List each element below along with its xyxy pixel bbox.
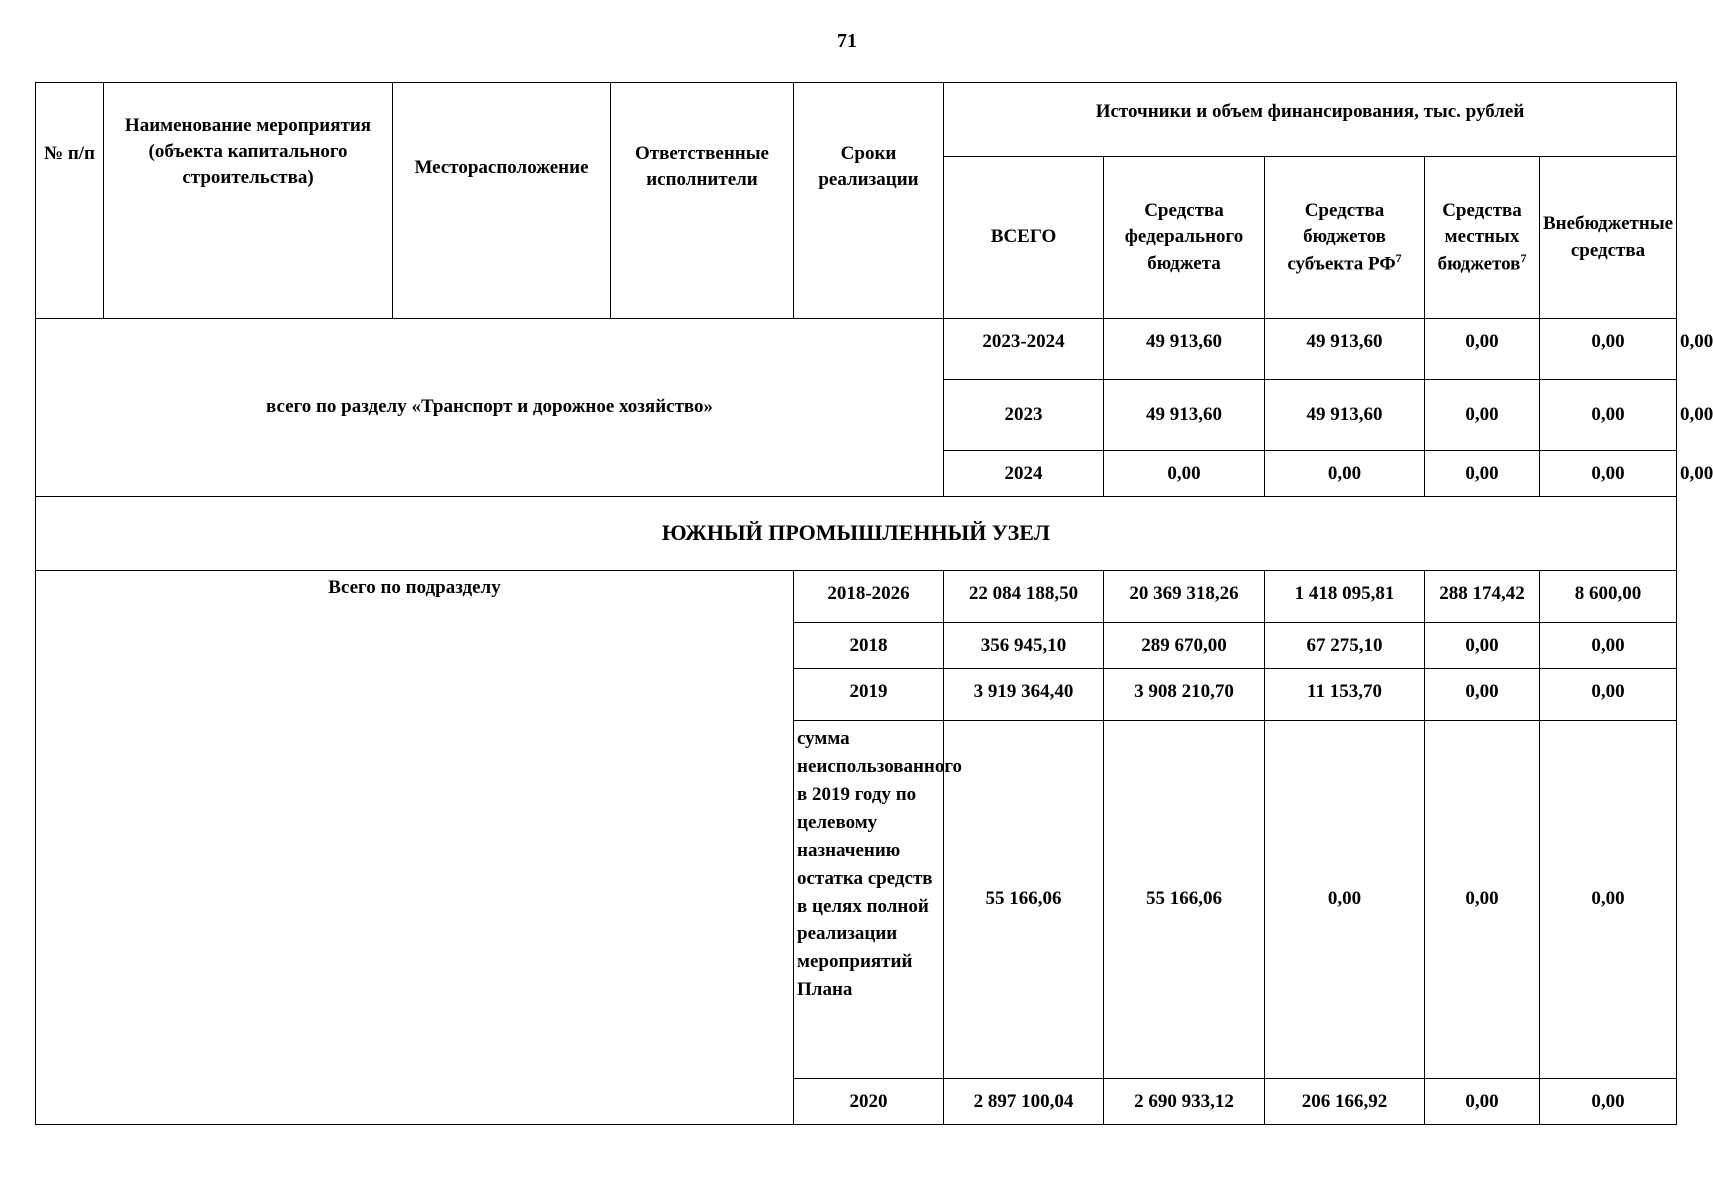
section-title: ЮЖНЫЙ ПРОМЫШЛЕННЫЙ УЗЕЛ xyxy=(36,497,1677,571)
subsection-cell-period: 2020 xyxy=(794,1079,944,1125)
transport-cell-regional: 0,00 xyxy=(1425,451,1540,497)
subsection-cell-period: 2018-2026 xyxy=(794,571,944,623)
subsection-cell-offbudget: 0,00 xyxy=(1540,721,1677,1079)
subsection-cell-total: 356 945,10 xyxy=(944,623,1104,669)
transport-cell-total: 0,00 xyxy=(1104,451,1265,497)
header-row-1 xyxy=(36,83,1677,157)
transport-cell-regional: 0,00 xyxy=(1425,319,1540,380)
transport-label: всего по разделу «Транспорт и дорожное хозяйство» xyxy=(36,319,944,497)
page-number: 71 xyxy=(837,30,857,52)
transport-row: всего по разделу «Транспорт и дорожное хозяйство» 2023-2024 49 913,60 49 913,60 0,00 0,00 0,00 xyxy=(36,319,1677,380)
col-header-regional xyxy=(1265,157,1425,319)
subsection-cell-regional: 0,00 xyxy=(1265,721,1425,1079)
subsection-cell-regional: 67 275,10 xyxy=(1265,623,1425,669)
footnote-mark-local: 7 xyxy=(1520,250,1527,265)
col-header-federal: Средства федерального бюджета xyxy=(1104,157,1265,319)
financing-table xyxy=(35,82,1713,1125)
subsection-cell-local: 0,00 xyxy=(1425,669,1540,721)
subsection-cell-local: 288 174,42 xyxy=(1425,571,1540,623)
transport-cell-local: 0,00 xyxy=(1540,380,1677,451)
subsection-cell-period: 2019 xyxy=(794,669,944,721)
subsection-cell-offbudget: 0,00 xyxy=(1540,623,1677,669)
col-header-regional-text: Средства бюджетов субъекта РФ xyxy=(1287,199,1396,275)
subsection-cell-regional: 1 418 095,81 xyxy=(1265,571,1425,623)
col-header-period: Сроки реализации xyxy=(794,83,944,319)
transport-row: 2023 49 913,60 49 913,60 0,00 0,00 0,00 xyxy=(36,380,1677,451)
subsection-cell-federal: 289 670,00 xyxy=(1104,623,1265,669)
subsection-cell-federal: 20 369 318,26 xyxy=(1104,571,1265,623)
transport-cell-regional: 0,00 xyxy=(1425,380,1540,451)
transport-cell-federal: 0,00 xyxy=(1265,451,1425,497)
subsection-cell-offbudget: 0,00 xyxy=(1540,1079,1677,1125)
subsection-cell-offbudget: 8 600,00 xyxy=(1540,571,1677,623)
subsection-cell-period: 2018 xyxy=(794,623,944,669)
col-header-offbudget: Внебюджетные средства xyxy=(1540,157,1677,319)
subsection-label: Всего по подразделу xyxy=(36,571,794,1125)
subsection-cell-federal: 55 166,06 xyxy=(1104,721,1265,1079)
subsection-cell-total: 2 897 100,04 xyxy=(944,1079,1104,1125)
subsection-cell-total: 22 084 188,50 xyxy=(944,571,1104,623)
col-header-responsible: Ответственные исполнители xyxy=(611,83,794,319)
col-header-total: ВСЕГО xyxy=(944,157,1104,319)
transport-cell-local: 0,00 xyxy=(1540,319,1677,380)
footnote-mark-regional: 7 xyxy=(1395,250,1402,265)
subsection-cell-regional: 11 153,70 xyxy=(1265,669,1425,721)
subsection-cell-total: 55 166,06 xyxy=(944,721,1104,1079)
col-header-local xyxy=(1425,157,1540,319)
subsection-cell-local: 0,00 xyxy=(1425,623,1540,669)
col-header-local-text: Средства местных бюджетов xyxy=(1437,199,1522,275)
transport-cell-period: 2024 xyxy=(944,451,1104,497)
subsection-cell-local: 0,00 xyxy=(1425,721,1540,1079)
transport-cell-total: 49 913,60 xyxy=(1104,319,1265,380)
subsection-cell-federal: 2 690 933,12 xyxy=(1104,1079,1265,1125)
subsection-cell-total: 3 919 364,40 xyxy=(944,669,1104,721)
col-header-location: Месторасположение xyxy=(393,83,611,319)
col-header-name: Наименование мероприятия (объекта капитального строительства) xyxy=(104,83,393,319)
subsection-cell-offbudget: 0,00 xyxy=(1540,669,1677,721)
subsection-cell-federal: 3 908 210,70 xyxy=(1104,669,1265,721)
period-note: сумма неиспользованного в 2019 году по целевому назначению остатка средств в целях полной реализации мероприятий Плана xyxy=(794,721,944,1079)
col-header-sources: Источники и объем финансирования, тыс. рублей xyxy=(944,83,1677,157)
transport-row: 2024 0,00 0,00 0,00 0,00 0,00 xyxy=(36,451,1677,497)
col-header-no: № п/п xyxy=(36,83,104,319)
transport-cell-federal: 49 913,60 xyxy=(1265,380,1425,451)
transport-cell-period: 2023 xyxy=(944,380,1104,451)
subsection-row xyxy=(36,571,1677,623)
transport-cell-federal: 49 913,60 xyxy=(1265,319,1425,380)
section-row xyxy=(36,497,1677,571)
transport-cell-total: 49 913,60 xyxy=(1104,380,1265,451)
transport-cell-local: 0,00 xyxy=(1540,451,1677,497)
subsection-cell-regional: 206 166,92 xyxy=(1265,1079,1425,1125)
transport-cell-period: 2023-2024 xyxy=(944,319,1104,380)
subsection-cell-local: 0,00 xyxy=(1425,1079,1540,1125)
